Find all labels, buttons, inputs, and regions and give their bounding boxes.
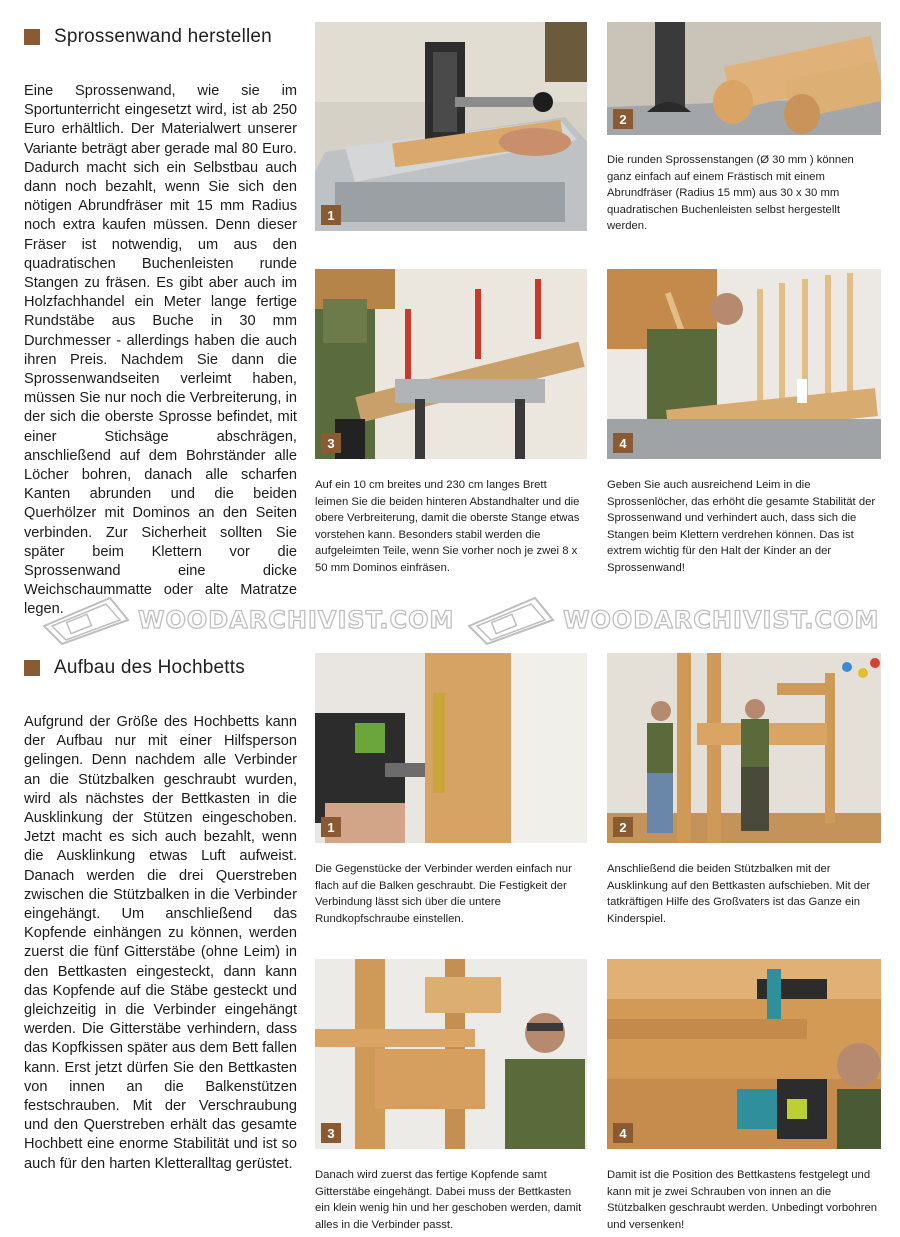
step-number-badge: 3 (321, 433, 341, 453)
photo-inserting-rungs (607, 269, 881, 459)
photo-round-rods (607, 22, 881, 135)
step-caption: Die Gegenstücke der Verbinder werden einfach nur flach auf die Balken geschraubt. Die Festigkeit der Verbindung lässt sich über die untere Rundkopfschraube einstellen. (315, 863, 572, 925)
step-caption: Geben Sie auch ausreichend Leim in die Sprossenlöcher, das erhöht die gesamte Stabilität der Sprossenwand und verhindert auch, dass sich die Stangen beim Klettern verdrehen können. Das ist extrem wichtig für den Halt der Kinder an der Sprossenwand! (607, 479, 876, 574)
step-caption: Anschließend die beiden Stützbalken mit der Ausklinkung auf den Bettkasten aufschieben. Mit der tatkräftigen Hilfe des Großvaters ist das Ganze ein Kinderspiel. (607, 863, 871, 925)
photo-screwing-bed-box (607, 959, 881, 1149)
watermark (465, 590, 879, 650)
step-number-badge: 1 (321, 205, 341, 225)
photo-hanging-headboard (315, 959, 587, 1149)
step-caption: Auf ein 10 cm breites und 230 cm langes Brett leimen Sie die beiden hinteren Abstandhalter und die obere Verbreiterung, damit die oberste Stange etwas vorstehen kann. Besonders stabil werden die aufgeleimten Teile, wenn Sie vorher noch je zwei 8 x 50 mm Dominos einfräsen. (315, 479, 580, 574)
section-body-text: Eine Sprossenwand, wie sie im Sportunterricht eingesetzt wird, ist ab 250 Euro erhältlich. Der Materialwert unserer Variante beträgt aber gerade mal 80 Euro. Dadurch macht sich ein Selbstbau auch dann noch bezahlt, wenn Sie sich den nötigen Abrundfräser mit 15 mm Radius noch extra kaufen müssen. Denn dieser Fräser ist notwendig, um aus den quadratischen Buchenleisten runde Stangen zu fräsen. Es gibt aber auch im Holzfachhandel ein Meter lange fertige Rundstäbe aus Buche in 30 mm Durchmesser - allerdings haben die auch ihren Preis. Nachdem Sie dann die Sprossenwandseiten verleimt haben, müssen Sie nur noch die Verbreiterung, in der sich die oberste Sprosse befindet, mit einer Stichsäge abschrägen, anschließend auf dem Bohrständer alle Löcher bohren, danach alle scharfen Kanten abrunden und die beiden Querhölzer mit Dominos an den Seiten verbinden. Zur Sicherheit sollten Sie später beim Klettern vor die Sprossenwand eine dicke Weichschaummatte oder alte Matratze legen. (24, 83, 297, 618)
photo-router-table (315, 22, 587, 231)
photo-screwing-connector (315, 653, 587, 843)
watermark (40, 590, 454, 650)
watermark-text: WOODARCHIVIST.COM (563, 606, 880, 634)
heading-square-icon (24, 660, 40, 676)
step-number-badge: 4 (613, 433, 633, 453)
step-number-badge: 2 (613, 817, 633, 837)
step-number-badge: 2 (613, 109, 633, 129)
section-heading-sprossenwand (24, 26, 272, 48)
step-number-badge: 4 (613, 1123, 633, 1143)
heading-square-icon (24, 29, 40, 45)
photo-mounting-beams (607, 653, 881, 843)
watermark-logo-icon (40, 592, 132, 648)
section-body-text: Aufgrund der Größe des Hochbetts kann der Aufbau nur mit einer Hilfsperson gelingen. Denn nachdem alle Verbinder an die Stützbalken geschraubt wurden, wird als nächstes der Bettkasten in die Ausklinkung der Stützen eingeschoben. Jetzt macht es sich auch bezahlt, wenn die Ausklinkung etwas Luft aufweist. Danach werden die drei Querstreben zwischen die Stützbalken in die Verbinder eingehängt. Um anschließend das Kopfende einhängen zu können, werden zuerst die fünf Gitterstäbe (ohne Leim) in den Bettkasten eingesteckt, dann kann das Kopfende auf die Stäbe gesteckt und gleichzeitig in die Verbinder eingehängt werden. Die Gitterstäbe verhindern, dass das Kopfkissen später aus dem Bett fallen kann. Erst jetzt dürfen Sie den Bettkasten von innen an die Balkenstützen festschrauben. Mit der Verschraubung und den Querstreben erhält das gesamte Hochbett eine enorme Stabilität und ist so auch für den harten Kletteralltag gerüstet. (24, 714, 297, 1172)
section-title: Aufbau des Hochbetts (54, 657, 245, 678)
step-caption: Die runden Sprossenstangen (Ø 30 mm ) können ganz einfach auf einem Frästisch mit einem Abrundfräser (Radius 15 mm) aus 30 x 30 mm quadratischen Buchenleisten selbst hergestellt werden. (607, 154, 854, 233)
step-caption: Danach wird zuerst das fertige Kopfende samt Gitterstäbe eingehängt. Dabei muss der Bettkasten ein klein wenig hin und her geschoben werden, damit alles in die Verbinder passt. (315, 1169, 582, 1231)
step-caption: Damit ist die Position des Bettkastens festgelegt und kann mit je zwei Schrauben von innen an die Stützbalken geschraubt werden. Unbedingt vorbohren und versenken! (607, 1169, 878, 1231)
watermark-logo-icon (465, 592, 557, 648)
step-number-badge: 1 (321, 817, 341, 837)
section-heading-hochbett (24, 657, 245, 679)
step-number-badge: 3 (321, 1123, 341, 1143)
section-title: Sprossenwand herstellen (54, 26, 272, 47)
photo-gluing-clamps (315, 269, 587, 459)
watermark-text: WOODARCHIVIST.COM (138, 606, 455, 634)
